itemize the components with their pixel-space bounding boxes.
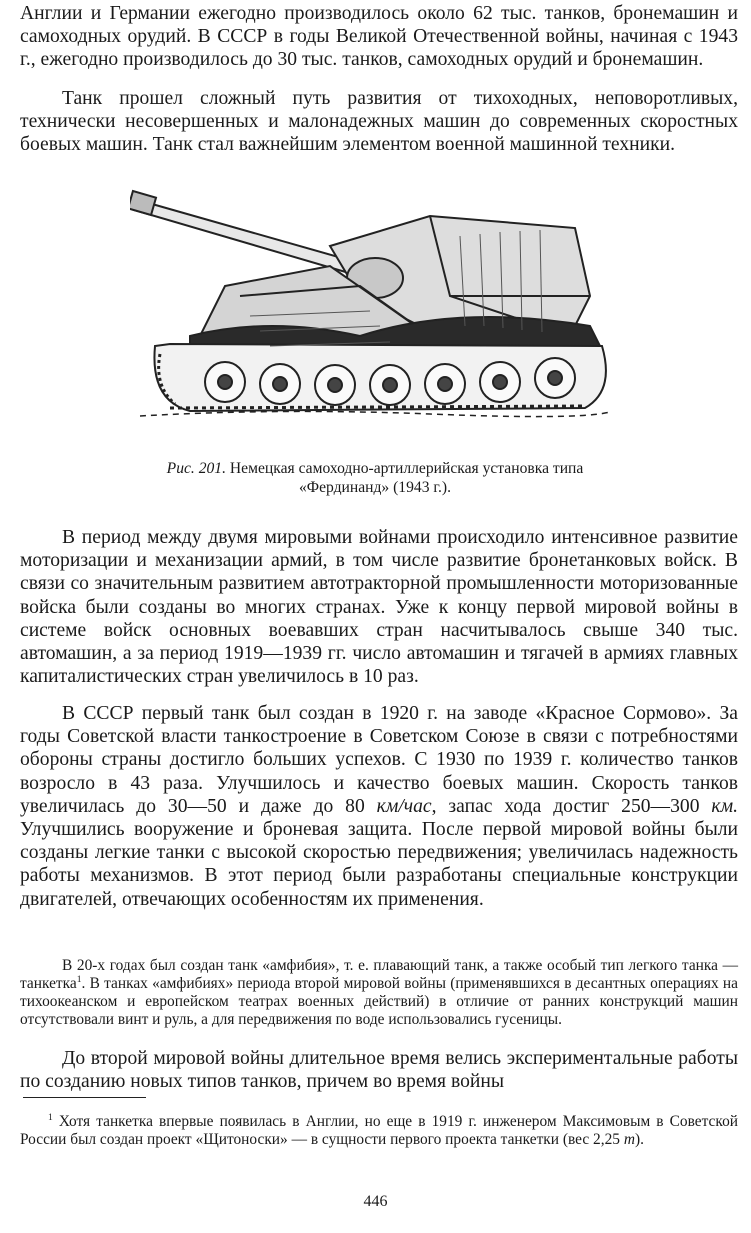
paragraph-ussr-tanks-text-b: , запас хода достиг 250—300 xyxy=(431,795,712,817)
figure-caption-number: Рис. 201. xyxy=(166,460,227,477)
paragraph-amphibious-text-a: В 20-х годах был создан танк «амфибия», т. е. плавающий танк, а также особый тип легкого танка — танкетка xyxy=(20,957,738,992)
paragraph-ussr-tanks-text-a: В СССР первый танк был создан в 1920 г. на заводе «Красное Сормово». За годы Советской власти танкостроение в Советском Союзе в связи с потребностями обороны страны достигло больших успехов. С 1930 по 1939 г. количество танков возросло в 43 раза. Улучшилось и качество боевых машин. Скорость танков увеличилась до 30—50 и даже до 80 xyxy=(20,703,738,817)
footnote xyxy=(20,1113,738,1150)
figure-ferdinand-illustration xyxy=(130,186,620,431)
figure-caption-text: Немецкая самоходно-артиллерийская установка типа «Фердинанд» (1943 г.). xyxy=(226,460,584,496)
paragraph-amphibious-text-b: . В танках «амфибиях» периода второй мировой войны (применявшихся в десантных операциях на тихоокеанском и европейском театрах военных действий) в отличие от ранних конструкций машин отсутствовали винт и руль, а для передвижения по воде использовались гусеницы. xyxy=(20,974,738,1028)
page-number: 446 xyxy=(363,1193,388,1210)
paragraph-interwar-motorization xyxy=(20,526,738,688)
ferdinand-tank-drawing xyxy=(130,186,620,431)
footnote-divider xyxy=(23,1097,146,1098)
footnote-text-b: ). xyxy=(634,1131,644,1149)
figure-caption xyxy=(125,459,625,497)
footnote-text-a: Хотя танкетка впервые появилась в Англии, но еще в 1919 г. инженером Максимовым в Советской России был создан проект «Щитоноски» — в сущности первого проекта танкетки (вес 2,25 xyxy=(20,1113,738,1149)
paragraph-ussr-tanks-text-c: Улучшились вооружение и броневая защита. После первой мировой войны были созданы легкие танки с высокой скоростью передвижения; увеличилась надежность работы механизмов. В этот период были разработаны специальные конструкции двигателей, отвечающих особенностям их применения. xyxy=(20,819,738,910)
paragraph-ussr-tanks xyxy=(20,702,738,911)
paragraph-pre-ww2-text: До второй мировой войны длительное время велись экспериментальные работы по созданию новых типов танков, причем во время войны xyxy=(20,1048,738,1093)
footnote-unit: т xyxy=(623,1131,635,1149)
paragraph-tank-development xyxy=(20,87,738,157)
footnote-marker: 1 xyxy=(48,1111,53,1123)
unit-distance: км. xyxy=(711,795,738,817)
unit-speed: км/час xyxy=(376,795,432,817)
paragraph-tank-development-text: Танк прошел сложный путь развития от тихоходных, неповоротливых, технически несовершенных и малонадежных машин до современных скоростных боевых машин. Танк стал важнейшим элементом военной машинной техники. xyxy=(20,88,738,156)
paragraph-interwar-motorization-text: В период между двумя мировыми войнами происходило интенсивное развитие моторизации и механизации армий, в том числе развитие бронетанковых войск. В связи со значительным развитием автотракторной промышленности моторизованные войска были созданы во многих странах. Уже к концу первой мировой войны в системе войск основных воевавших стран насчитывалось свыше 340 тыс. автомашин, а за период 1919—1939 гг. число автомашин и тягачей в армиях главных капиталистических стран увеличилось в 10 раз. xyxy=(20,527,738,688)
paragraph-intro: Англии и Германии ежегодно производилось около 62 тыс. танков, бронемашин и самоходных орудий. В СССР в годы Великой Отечественной войны, начиная с 1943 г., ежегодно производилось до 30 тыс. танков, самоходных орудий и бронемашин. xyxy=(20,3,738,71)
paragraph-amphibious-tanks xyxy=(20,957,738,1029)
paragraph-pre-ww2 xyxy=(20,1047,738,1093)
footnote-reference: 1 xyxy=(76,973,82,985)
